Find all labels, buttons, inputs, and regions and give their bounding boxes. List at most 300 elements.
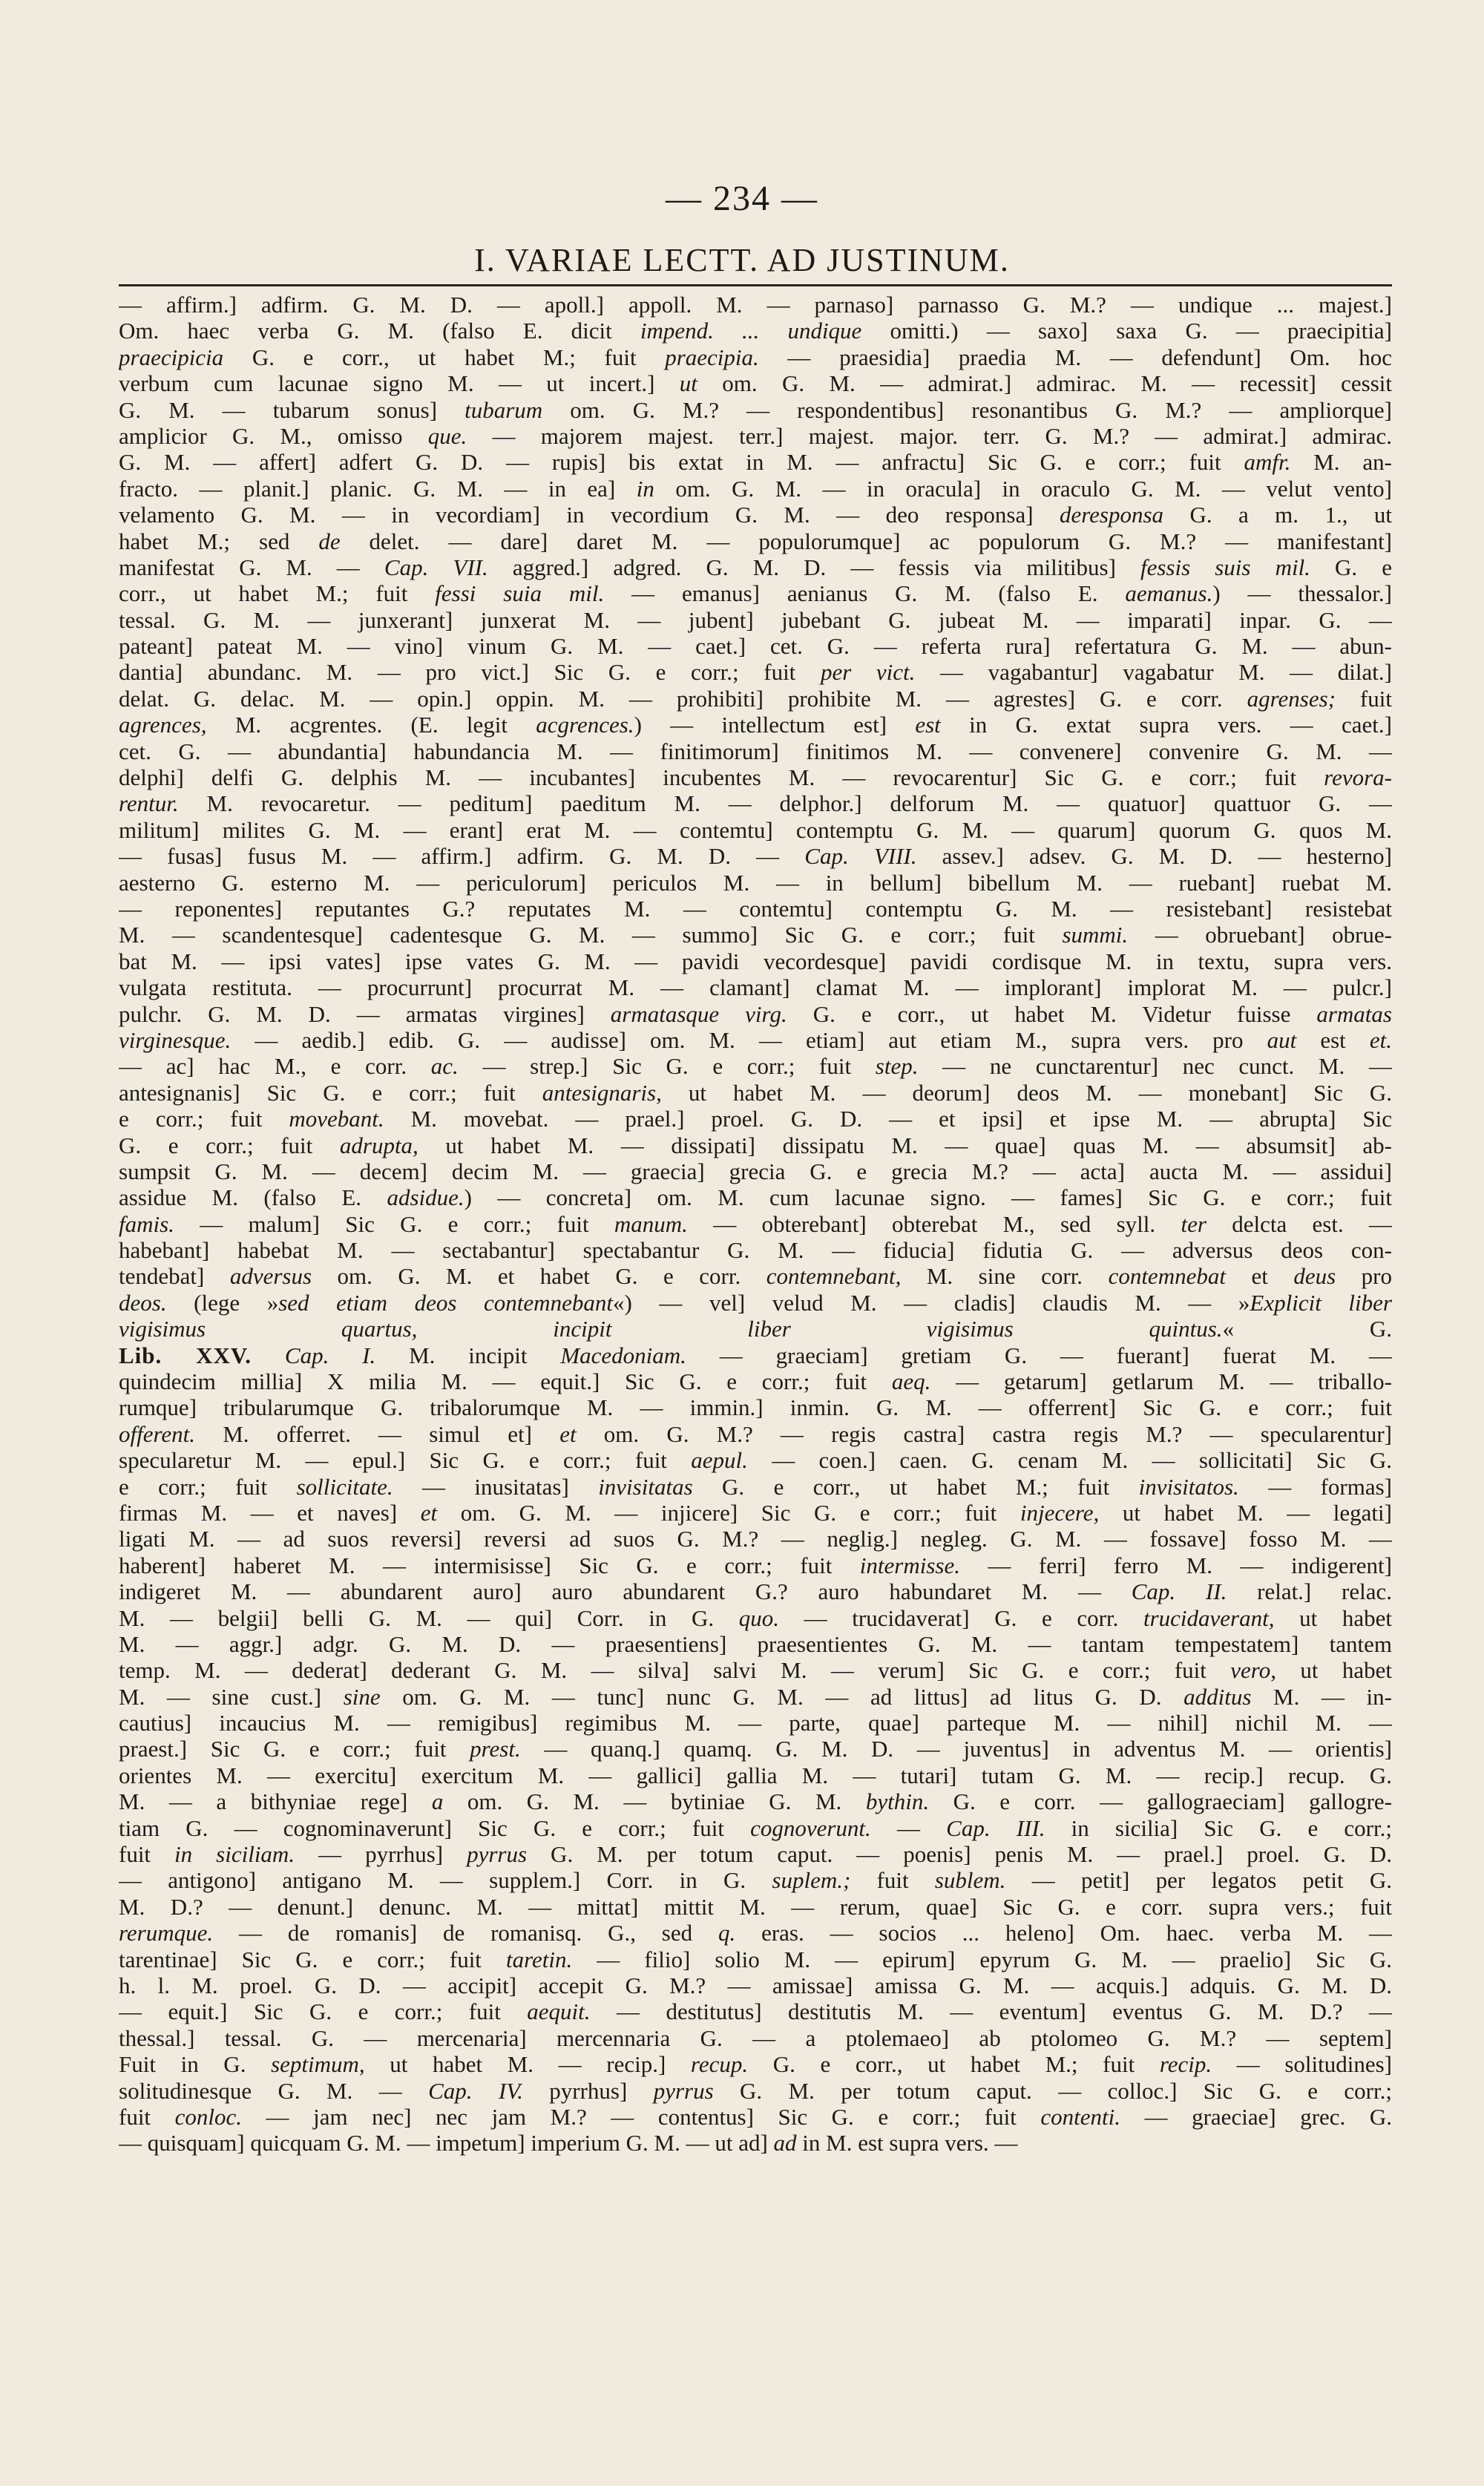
- italic-segment: revora-: [1324, 764, 1392, 791]
- text-segment: indigeret M. — abundarent auro] auro abundarent G.? auro habundaret M. —: [119, 1578, 1132, 1605]
- text-segment: — ac] hac M., e corr.: [119, 1053, 431, 1080]
- text-line: [119, 1132, 1392, 1158]
- text-segment: tarentinae] Sic G. e corr.; fuit: [119, 1946, 506, 1972]
- italic-segment: praecipicia: [119, 344, 224, 370]
- text-segment: habet M.; sed: [119, 528, 319, 554]
- text-line: [119, 659, 1392, 685]
- text-segment: — destitutus] destitutis M. — eventum] eventus G. M. D.? —: [590, 1998, 1392, 2025]
- text-line: [119, 1841, 1392, 1867]
- text-segment: delat. G. delac. M. — opin.] oppin. M. — prohibiti] prohibite M. — agrestes] G. e corr.: [119, 685, 1247, 712]
- italic-segment: cognoverunt.: [750, 1814, 871, 1841]
- text-line: [119, 1972, 1392, 1998]
- text-segment: G. M. — tubarum sonus]: [119, 396, 465, 423]
- text-line: [119, 449, 1392, 475]
- italic-segment: aut: [1267, 1026, 1297, 1053]
- text-segment: delcta est. —: [1206, 1210, 1392, 1237]
- italic-segment: agrences,: [119, 712, 207, 738]
- italic-segment: armatasque virg.: [610, 1000, 787, 1027]
- italic-segment: taretin.: [505, 1946, 573, 1972]
- text-line: [119, 870, 1392, 896]
- text-segment: ut habet: [1275, 1657, 1392, 1684]
- italic-segment: conloc.: [174, 2103, 242, 2130]
- text-line: [119, 344, 1392, 370]
- text-line: [119, 2130, 1392, 2156]
- text-segment: fuit: [850, 1867, 935, 1894]
- text-line: [119, 764, 1392, 790]
- text-segment: M. acgrentes. (E. legit: [206, 712, 536, 738]
- text-segment: quindecim millia] X milia M. — equit.] Sic G. e corr.; fuit: [119, 1368, 892, 1395]
- text-line: [119, 1552, 1392, 1578]
- italic-segment: adversus: [229, 1263, 312, 1290]
- text-segment: et: [1225, 1263, 1294, 1290]
- italic-segment: ut: [679, 370, 697, 397]
- text-segment: ) — intellectum est]: [634, 712, 916, 738]
- text-segment: ut habet M. — deorum] deos M. — monebant] Sic G.: [661, 1079, 1392, 1106]
- italic-segment: aemanus.: [1125, 580, 1213, 607]
- text-segment: M. — belgii] belli G. M. — qui] Corr. in G.: [119, 1604, 739, 1631]
- text-segment: ut habet M. — recip.]: [364, 2051, 691, 2078]
- text-segment: — affirm.] adfirm. G. M. D. — apoll.] appoll. M. — parnaso] parnasso G. M.? — undique ... majest.]: [119, 292, 1392, 318]
- italic-segment: famis.: [119, 1210, 174, 1237]
- text-segment: M. — scandentesque] cadentesque G. M. — summo] Sic G. e corr.; fuit: [119, 922, 1063, 948]
- text-segment: G. a m. 1., ut: [1163, 502, 1392, 528]
- apparatus-text: [119, 292, 1392, 2157]
- text-segment: aesterno G. esterno M. — periculorum] periculos M. — in bellum] bibellum M. — ruebant] ruebat M.: [119, 869, 1392, 896]
- text-line: [119, 712, 1392, 738]
- text-segment: om. G. M.? — regis castra] castra regis M.? — specularentur]: [576, 1420, 1392, 1447]
- italic-segment: in siciliam.: [174, 1841, 295, 1868]
- text-line: [119, 1947, 1392, 1972]
- text-line: [119, 1474, 1392, 1500]
- text-segment: om. G. M.? — respondentibus] resonantibus G. M.? — ampliorque]: [542, 396, 1392, 423]
- italic-segment: ad: [773, 2130, 797, 2157]
- text-segment: M. — a bithyniae rege]: [119, 1788, 432, 1815]
- text-line: [119, 1080, 1392, 1106]
- text-segment: — coen.] caen. G. cenam M. — sollicitati] Sic G.: [747, 1447, 1392, 1474]
- italic-segment: Cap. IV.: [428, 2077, 523, 2104]
- text-line: [119, 1710, 1392, 1736]
- italic-segment: movebant.: [289, 1106, 384, 1132]
- italic-segment: et: [559, 1420, 577, 1447]
- text-segment: ) — concreta] om. M. cum lacunae signo. — fames] Sic G. e corr.; fuit: [464, 1184, 1392, 1211]
- text-line: [119, 974, 1392, 1000]
- text-segment: fuit: [119, 1841, 175, 1868]
- italic-segment: sollicitate.: [296, 1473, 393, 1500]
- text-segment: — de romanis] de romanisq. G., sed: [213, 1920, 718, 1947]
- italic-segment: contenti.: [1040, 2103, 1120, 2130]
- italic-segment: Cap. VII.: [384, 554, 488, 580]
- text-segment: — trucidaverat] G. e corr.: [779, 1604, 1143, 1631]
- italic-segment: per vict.: [820, 659, 916, 686]
- text-line: [119, 370, 1392, 396]
- text-segment: — petit] per legatos petit G.: [1005, 1867, 1392, 1894]
- text-segment: — praesidia] praedia M. — defendunt] Om. hoc: [758, 344, 1392, 370]
- text-segment: om. G. M. — tunc] nunc G. M. — ad littus] ad litus G. D.: [380, 1683, 1184, 1710]
- italic-segment: rentur.: [119, 790, 179, 817]
- text-segment: vulgata restituta. — procurrunt] procurrat M. — clamant] clamat M. — implorant] implorat M. — pulcr.]: [119, 974, 1392, 1001]
- text-segment: ut habet: [1274, 1604, 1392, 1631]
- italic-segment: impend. ... undique: [640, 318, 862, 344]
- italic-segment: rerumque.: [119, 1920, 214, 1947]
- text-segment: — obruebant] obrue-: [1128, 922, 1392, 948]
- italic-segment: deos.: [119, 1289, 167, 1316]
- italic-segment: step.: [875, 1053, 919, 1080]
- text-segment: thessal.] tessal. G. — mercenaria] mercennaria G. — a ptolemaeo] ab ptolomeo G. M.? — septem]: [119, 2024, 1392, 2051]
- text-line: [119, 1788, 1392, 1814]
- text-line: [119, 1184, 1392, 1210]
- text-segment: «) — vel] velud M. — cladis] claudis M. — »: [612, 1289, 1250, 1316]
- text-segment: M. incipit: [375, 1342, 561, 1368]
- text-line: [119, 922, 1392, 948]
- italic-segment: prest.: [470, 1736, 521, 1762]
- text-line: [119, 607, 1392, 633]
- text-segment: M. — in-: [1251, 1683, 1392, 1710]
- text-segment: — majorem majest. terr.] majest. major. terr. G. M.? — admirat.] admirac.: [467, 422, 1392, 449]
- text-segment: tendebat]: [119, 1263, 230, 1290]
- italic-segment: fessis suis mil.: [1140, 554, 1310, 580]
- italic-segment: fessi suia mil.: [435, 580, 605, 607]
- italic-segment: Explicit liber: [1250, 1289, 1392, 1316]
- text-segment: — solitudines]: [1212, 2051, 1392, 2078]
- text-segment: tiam G. — cognominaverunt] Sic G. e corr.; fuit: [119, 1814, 751, 1841]
- italic-segment: bythin.: [865, 1788, 930, 1815]
- text-segment: delet. — dare] daret M. — populorumque] ac populorum G. M.? — manifestant]: [340, 528, 1392, 554]
- text-line: [119, 2078, 1392, 2104]
- text-segment: — malum] Sic G. e corr.; fuit: [174, 1210, 614, 1237]
- text-line: [119, 1316, 1392, 1342]
- text-line: [119, 1657, 1392, 1683]
- text-segment: — equit.] Sic G. e corr.; fuit: [119, 1998, 528, 2025]
- italic-segment: in: [636, 475, 654, 502]
- text-segment: tessal. G. M. — junxerant] junxerat M. — jubent] jubebant G. jubeat M. — imparati] inpar. G. —: [119, 606, 1392, 633]
- text-line: [119, 1158, 1392, 1184]
- text-segment: Om. haec verba G. M. (falso E. dicit: [119, 318, 640, 344]
- text-segment: manifestat G. M. —: [119, 554, 384, 580]
- text-segment: e corr.; fuit: [119, 1473, 297, 1500]
- text-segment: cet. G. — abundantia] habundancia M. — finitimorum] finitimos M. — convenere] convenire G. M. —: [119, 738, 1392, 764]
- text-line: [119, 2025, 1392, 2051]
- text-line: [119, 1736, 1392, 1762]
- text-line: [119, 1605, 1392, 1631]
- text-line: [119, 948, 1392, 974]
- text-line: [119, 738, 1392, 764]
- italic-segment: amfr.: [1244, 449, 1291, 476]
- text-line: [119, 318, 1392, 344]
- text-line: [119, 817, 1392, 843]
- text-segment: pateant] pateat M. — vino] vinum G. M. — caet.] cet. G. — referta rura] refertatura G. M. — abun-: [119, 633, 1392, 660]
- italic-segment: summi.: [1062, 922, 1129, 948]
- text-segment: aggred.] adgred. G. M. D. — fessis via militibus]: [487, 554, 1140, 580]
- text-segment: — formas]: [1238, 1473, 1392, 1500]
- text-segment: ut habet M. — legati]: [1099, 1499, 1392, 1526]
- text-segment: — strep.] Sic G. e corr.; fuit: [458, 1053, 876, 1080]
- text-segment: relat.] relac.: [1227, 1578, 1392, 1605]
- text-segment: in M. est supra vers. —: [796, 2130, 1018, 2157]
- text-segment: G. e corr., ut habet M.; fuit: [692, 1473, 1139, 1500]
- text-line: [119, 1447, 1392, 1473]
- text-line: [119, 1631, 1392, 1657]
- text-segment: G. e corr.; fuit: [119, 1132, 340, 1158]
- text-segment: M. an-: [1290, 449, 1392, 476]
- text-segment: pyrrhus]: [522, 2077, 654, 2104]
- italic-segment: trucidaverant,: [1143, 1604, 1275, 1631]
- text-segment: om. G. M. et habet G. e corr.: [312, 1263, 766, 1290]
- italic-segment: antesignaris,: [542, 1079, 662, 1106]
- italic-segment: Macedoniam.: [560, 1342, 686, 1368]
- text-segment: militum] milites G. M. — erant] erat M. — contemtu] contemptu G. M. — quarum] quorum G. quos M.: [119, 816, 1392, 843]
- italic-segment: sublem.: [934, 1867, 1006, 1894]
- text-line: [119, 896, 1392, 922]
- text-segment: — vagabantur] vagabatur M. — dilat.]: [915, 659, 1392, 686]
- text-segment: pro: [1336, 1263, 1392, 1290]
- italic-segment: ac.: [430, 1053, 459, 1080]
- italic-segment: adrupta,: [339, 1132, 418, 1158]
- text-segment: — obterebant] obterebat M., sed syll.: [687, 1210, 1181, 1237]
- text-segment: e corr.; fuit: [119, 1106, 289, 1132]
- text-line: [119, 1500, 1392, 1526]
- text-segment: om. G. M. — in oracula] in oraculo G. M. — velut vento]: [654, 475, 1392, 502]
- text-segment: — reponentes] reputantes G.? reputates M. — contemtu] contemptu G. M. — resistebant] resistebat: [119, 895, 1392, 922]
- text-segment: eras. — socios ... heleno] Om. haec. verba M. —: [735, 1920, 1392, 1947]
- italic-segment: contemnebat: [1108, 1263, 1226, 1290]
- text-segment: velamento G. M. — in vecordiam] in vecordium G. M. — deo responsa]: [119, 502, 1060, 528]
- text-segment: in G. extat supra vers. — caet.]: [940, 712, 1392, 738]
- text-segment: sumpsit G. M. — decem] decim M. — graecia] grecia G. e grecia M.? — acta] aucta M. — assidui]: [119, 1158, 1392, 1184]
- text-segment: — antigono] antigano M. — supplem.] Corr. in G.: [119, 1867, 772, 1894]
- text-line: [119, 686, 1392, 712]
- text-segment: G. M. per totum caput. — colloc.] Sic G. e corr.;: [713, 2077, 1392, 2104]
- text-line: [119, 1368, 1392, 1394]
- italic-segment: pyrrus: [467, 1841, 528, 1868]
- text-segment: — graeciam] gretiam G. — fuerant] fuerat M. —: [686, 1342, 1392, 1368]
- text-segment: Fuit in G.: [119, 2051, 272, 2078]
- text-line: [119, 423, 1392, 449]
- text-line: [119, 397, 1392, 423]
- text-segment: — jam nec] nec jam M.? — contentus] Sic G. e corr.; fuit: [242, 2103, 1041, 2130]
- italic-segment: agrenses;: [1247, 685, 1336, 712]
- text-line: [119, 2051, 1392, 2077]
- text-segment: G. M. per totum caput. — poenis] penis M. — prael.] proel. G. D.: [527, 1841, 1392, 1868]
- italic-segment: aepul.: [691, 1447, 748, 1474]
- text-segment: fuit: [119, 2103, 175, 2130]
- text-segment: firmas M. — et naves]: [119, 1499, 421, 1526]
- text-segment: habebant] habebat M. — sectabantur] spectabantur G. M. — fiducia] fidutia G. — adversus deos con-: [119, 1237, 1392, 1264]
- text-segment: specularetur M. — epul.] Sic G. e corr.; fuit: [119, 1447, 692, 1474]
- italic-segment: injecere,: [1020, 1499, 1100, 1526]
- italic-segment: deus: [1293, 1263, 1336, 1290]
- text-line: [119, 580, 1392, 606]
- text-line: [119, 502, 1392, 528]
- italic-segment: armatas: [1316, 1000, 1392, 1027]
- italic-segment: recup.: [690, 2051, 749, 2078]
- italic-segment: septimum,: [271, 2051, 365, 2078]
- italic-segment: vigisimus quartus, incipit liber vigisimus quintus.: [119, 1316, 1223, 1342]
- text-segment: — ferri] ferro M. — indigerent]: [959, 1552, 1392, 1578]
- text-segment: M. — sine cust.]: [119, 1683, 344, 1710]
- italic-segment: recip.: [1159, 2051, 1212, 2078]
- italic-segment: manum.: [614, 1210, 688, 1237]
- text-segment: G. e corr., ut habet M.; fuit: [748, 2051, 1160, 2078]
- text-segment: om. G. M. — bytiniae G. M.: [443, 1788, 866, 1815]
- text-segment: in sicilia] Sic G. e corr.;: [1045, 1814, 1392, 1841]
- italic-segment: q.: [718, 1920, 736, 1947]
- italic-segment: sed etiam deos contemnebant: [278, 1289, 613, 1316]
- italic-segment: praecipia.: [665, 344, 759, 370]
- text-segment: corr., ut habet M.; fuit: [119, 580, 436, 607]
- text-segment: — getarum] getlarum M. — triballo-: [930, 1368, 1392, 1395]
- italic-segment: ter: [1181, 1210, 1206, 1237]
- text-line: [119, 1421, 1392, 1447]
- text-segment: G. e corr., ut habet M. Videtur fuisse: [787, 1000, 1317, 1027]
- page-number: — 234 —: [666, 179, 818, 218]
- text-line: [119, 1001, 1392, 1027]
- text-segment: om. G. M. — admirat.] admirac. M. — recessit] cessit: [697, 370, 1392, 397]
- text-line: [119, 1998, 1392, 2024]
- text-line: [119, 2104, 1392, 2130]
- text-segment: fracto. — planit.] planic. G. M. — in ea]: [119, 475, 637, 502]
- text-line: [119, 1867, 1392, 1893]
- text-segment: G. e corr. — gallograeciam] gallogre-: [929, 1788, 1392, 1815]
- italic-segment: intermisse.: [859, 1552, 960, 1578]
- text-segment: — emanus] aenianus G. M. (falso E.: [604, 580, 1126, 607]
- text-line: [119, 292, 1392, 318]
- text-segment: M. revocaretur. — peditum] paeditum M. — delphor.] delforum M. — quatuor] quattuor G. —: [178, 790, 1392, 817]
- italic-segment: que.: [427, 422, 467, 449]
- italic-segment: sine: [343, 1683, 381, 1710]
- header-rule: [119, 284, 1392, 286]
- text-segment: orientes M. — exercitu] exercitum M. — gallici] gallia M. — tutari] tutam G. M. — recip.] recup. G.: [119, 1762, 1392, 1788]
- italic-segment: suplem.;: [772, 1867, 851, 1894]
- text-segment: pulchr. G. M. D. — armatas virgines]: [119, 1000, 611, 1027]
- text-line: [119, 843, 1392, 869]
- italic-segment: aeq.: [891, 1368, 931, 1395]
- italic-segment: invisitatas: [598, 1473, 693, 1500]
- text-line: [119, 1684, 1392, 1710]
- text-segment: — aedib.] edib. G. — audisse] om. M. — etiam] aut etiam M., supra vers. pro: [231, 1026, 1267, 1053]
- text-segment: assidue M. (falso E.: [119, 1184, 387, 1211]
- text-segment: — quanq.] quamq. G. M. D. — juventus] in adventus M. — orientis]: [520, 1736, 1392, 1762]
- italic-segment: a: [431, 1788, 444, 1815]
- italic-segment: Cap. II.: [1131, 1578, 1227, 1605]
- text-segment: fuit: [1336, 685, 1392, 712]
- text-line: [119, 1526, 1392, 1552]
- text-line: [119, 1106, 1392, 1132]
- text-line: [119, 790, 1392, 816]
- text-segment: — filio] solio M. — epirum] epyrum G. M. — praelio] Sic G.: [572, 1946, 1392, 1972]
- text-segment: h. l. M. proel. G. D. — accipit] accepit G. M.? — amissae] amissa G. M. — acquis.] adquis. G. M. D.: [119, 1972, 1392, 1998]
- text-segment: bat M. — ipsi vates] ipse vates G. M. — pavidi vecordesque] pavidi cordisque M. in textu, supra vers.: [119, 948, 1392, 974]
- text-segment: G. e: [1310, 554, 1392, 580]
- text-segment: — pyrrhus]: [295, 1841, 467, 1868]
- text-segment: — fusas] fusus M. — affirm.] adfirm. G. M. D. —: [119, 843, 805, 870]
- text-line: [119, 1394, 1392, 1420]
- text-segment: G. e corr., ut habet M.; fuit: [223, 344, 666, 370]
- text-segment: M. sine corr.: [901, 1263, 1109, 1290]
- text-segment: delphi] delfi G. delphis M. — incubantes] incubentes M. — revocarentur] Sic G. e corr.; fuit: [119, 764, 1324, 791]
- text-segment: —: [870, 1814, 947, 1841]
- text-line: [119, 1815, 1392, 1841]
- italic-segment: de: [318, 528, 341, 554]
- section-title: I. VARIAE LECTT. AD JUSTINUM.: [474, 242, 1010, 278]
- italic-segment: offerent.: [119, 1420, 196, 1447]
- text-segment: — ne cunctarentur] nec cunct. M. —: [918, 1053, 1392, 1080]
- italic-segment: additus: [1183, 1683, 1252, 1710]
- italic-segment: adsidue.: [387, 1184, 464, 1211]
- text-segment: est: [1296, 1026, 1370, 1053]
- text-segment: omitti.) — saxo] saxa G. — praecipitia]: [861, 318, 1392, 344]
- text-line: [119, 1342, 1392, 1368]
- italic-segment: virginesque.: [119, 1026, 232, 1053]
- text-segment: praest.] Sic G. e corr.; fuit: [119, 1736, 470, 1762]
- text-segment: « G.: [1222, 1316, 1392, 1342]
- text-segment: antesignanis] Sic G. e corr.; fuit: [119, 1079, 542, 1106]
- text-segment: ut habet M. — dissipati] dissipatu M. — quae] quas M. — absumsit] ab-: [418, 1132, 1392, 1158]
- text-line: [119, 554, 1392, 580]
- text-segment: — graeciae] grec. G.: [1120, 2103, 1392, 2130]
- text-line: [119, 1578, 1392, 1604]
- text-line: [119, 476, 1392, 502]
- italic-segment: Cap. VIII.: [804, 843, 917, 870]
- text-segment: om. G. M. — injicere] Sic G. e corr.; fuit: [437, 1499, 1020, 1526]
- text-segment: M. D.? — denunt.] denunc. M. — mittat] mittit M. — rerum, quae] Sic G. e corr. supra vers.; fuit: [119, 1893, 1392, 1920]
- italic-segment: vero,: [1230, 1657, 1276, 1684]
- text-segment: dantia] abundanc. M. — pro vict.] Sic G. e corr.; fuit: [119, 659, 821, 686]
- text-segment: G. M. — affert] adfert G. D. — rupis] bis extat in M. — anfractu] Sic G. e corr.; fuit: [119, 449, 1244, 476]
- text-segment: cautius] incaucius M. — remigibus] regimibus M. — parte, quae] parteque M. — nihil] nichil M. —: [119, 1710, 1392, 1736]
- text-segment: M. — aggr.] adgr. G. M. D. — praesentiens] praesentientes G. M. — tantam tempestatem] tantem: [119, 1630, 1392, 1657]
- text-line: [119, 1894, 1392, 1920]
- text-segment: M. movebat. — prael.] proel. G. D. — et ipsi] et ipse M. — abrupta] Sic: [384, 1106, 1392, 1132]
- text-line: [119, 633, 1392, 659]
- text-segment: rumque] tribularumque G. tribalorumque M. — immin.] inmin. G. M. — offerrent] Sic G. e corr.; fuit: [119, 1394, 1392, 1421]
- text-segment: amplicior G. M., omisso: [119, 422, 428, 449]
- book-heading: Lib. XXV.: [119, 1342, 252, 1368]
- text-segment: assev.] adsev. G. M. D. — hesterno]: [916, 843, 1392, 870]
- italic-segment: et: [420, 1499, 438, 1526]
- text-line: [119, 1920, 1392, 1946]
- italic-segment: tubarum: [464, 396, 543, 423]
- italic-segment: aequit.: [527, 1998, 591, 2025]
- italic-segment: Cap. III.: [946, 1814, 1045, 1841]
- text-line: [119, 1211, 1392, 1237]
- italic-segment: Cap. I.: [284, 1342, 376, 1368]
- text-segment: (lege »: [166, 1289, 279, 1316]
- italic-segment: quo.: [738, 1604, 780, 1631]
- text-segment: temp. M. — dederat] dederant G. M. — silva] salvi M. — verum] Sic G. e corr.; fuit: [119, 1657, 1231, 1684]
- text-segment: [252, 1342, 285, 1368]
- text-segment: verbum cum lacunae signo M. — ut incert.]: [119, 370, 680, 397]
- italic-segment: est: [915, 712, 941, 738]
- italic-segment: invisitatos.: [1138, 1473, 1239, 1500]
- text-segment: — quisquam] quicquam G. M. — impetum] imperium G. M. — ut ad]: [119, 2130, 774, 2157]
- text-segment: M. offerret. — simul et]: [195, 1420, 560, 1447]
- text-segment: ligati M. — ad suos reversi] reversi ad suos G. M.? — neglig.] negleg. G. M. — fossave] fosso M. —: [119, 1526, 1392, 1552]
- italic-segment: pyrrus: [653, 2077, 714, 2104]
- text-line: [119, 1237, 1392, 1263]
- text-segment: solitudinesque G. M. —: [119, 2077, 429, 2104]
- italic-segment: et.: [1369, 1026, 1392, 1053]
- text-line: [119, 1053, 1392, 1079]
- italic-segment: contemnebant,: [766, 1263, 902, 1290]
- text-line: [119, 528, 1392, 554]
- text-segment: haberent] haberet M. — intermisisse] Sic G. e corr.; fuit: [119, 1552, 860, 1578]
- text-line: [119, 1762, 1392, 1788]
- text-segment: ) — thessalor.]: [1212, 580, 1392, 607]
- italic-segment: deresponsa: [1059, 502, 1164, 528]
- text-segment: — inusitatas]: [393, 1473, 599, 1500]
- text-line: [119, 1027, 1392, 1053]
- text-line: [119, 1290, 1392, 1316]
